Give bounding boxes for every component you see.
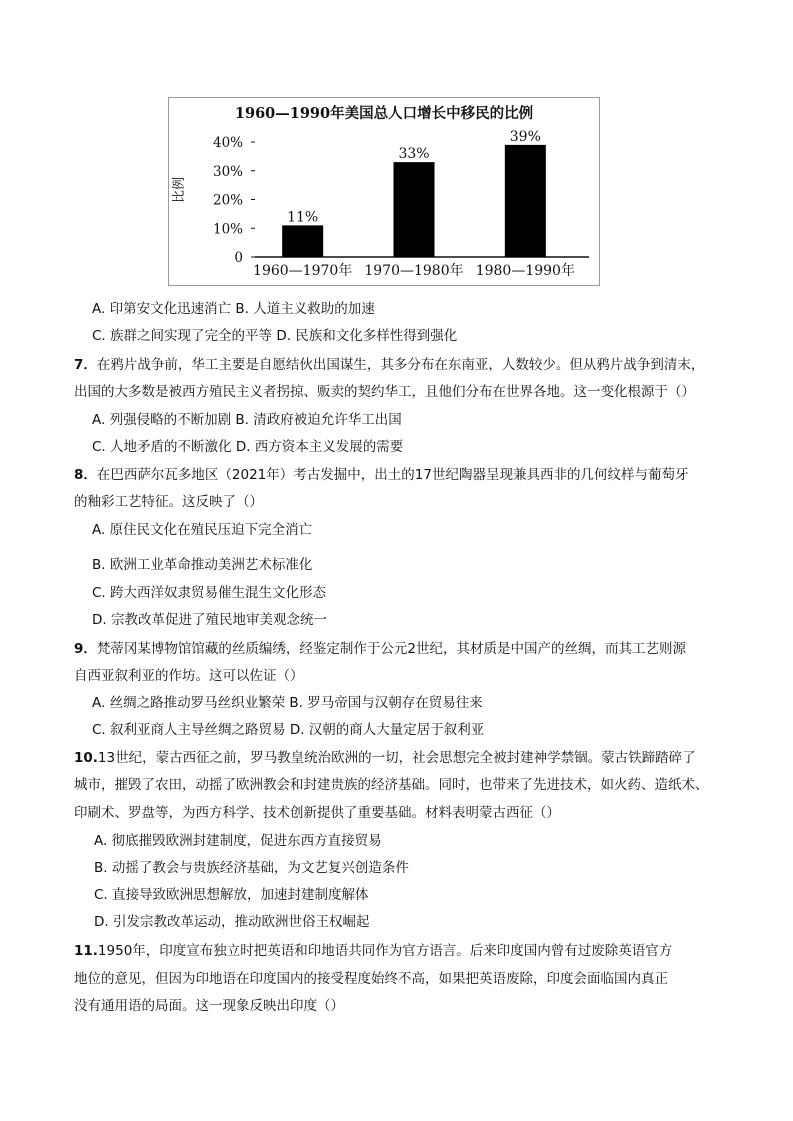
q7-text-1: 在鸦片战争前，华工主要是自愿结伙出国谋生，其多分布在东南亚，人数较少。但从鸦片战争到清末， (96, 357, 705, 373)
bar (394, 162, 435, 257)
q6-options-row-2 (92, 327, 457, 345)
q7-options-row-1 (92, 411, 402, 429)
chart-canvas (169, 98, 599, 285)
q10-option-a: A. 彻底摧毁欧洲封建制度，促进东西方直接贸易 (94, 833, 382, 849)
q7-number: 7． (74, 357, 97, 373)
q8-text-1: 在巴西萨尔瓦多地区（2021年）考古发掘中，出土的17世纪陶器呈现兼具西非的几何纹样与葡萄牙 (96, 467, 689, 483)
y-tick-label: 20% (212, 192, 243, 209)
q11-text-1: 1950年，印度宣布独立时把英语和印地语共同作为官方语言。后来印度国内曾有过废除英语官方 (97, 943, 673, 959)
q10-option-c: C. 直接导致欧洲思想解放，加速封建制度解体 (94, 887, 369, 903)
bar-value-label: 39% (509, 128, 541, 145)
q9-options-row-1 (92, 694, 483, 712)
q8-stem-line-2: 的釉彩工艺特征。这反映了（） (74, 494, 263, 510)
y-tick-label: 30% (212, 163, 243, 180)
x-category-label: 1980—1990年 (475, 263, 575, 279)
q10-text-1: 13世纪，蒙古西征之前，罗马教皇统治欧洲的一切，社会思想完全被封建神学禁锢。蒙古铁蹄踏碎了 (97, 750, 696, 766)
chart-title: 1960—1990年美国总人口增长中移民的比例 (234, 105, 534, 122)
q11-stem-line-1 (74, 942, 672, 960)
q9-options-row-2 (92, 721, 484, 739)
bar (282, 225, 323, 257)
x-category-label: 1960—1970年 (253, 263, 353, 279)
q6-option-a: A. 印第安文化迅速消亡 (92, 301, 232, 317)
y-tick-label: 40% (212, 135, 243, 151)
q7-option-d: D. 西方资本主义发展的需要 (235, 439, 404, 455)
q6-option-d: D. 民族和文化多样性得到强化 (276, 328, 458, 344)
x-category-label: 1970—1980年 (364, 263, 464, 279)
q8-stem-line-1 (74, 466, 688, 484)
q7-option-b: B. 清政府被迫允许华工出国 (235, 412, 402, 428)
y-tick-label: 0 (234, 250, 243, 266)
q9-text-1: 梵蒂冈某博物馆馆藏的丝质编绣，经鉴定制作于公元2世纪，其材质是中国产的丝绸，而其工艺则源 (96, 641, 686, 657)
q10-number: 10. (74, 750, 98, 766)
bar-value-label: 11% (287, 209, 319, 226)
q10-option-d: D. 引发宗教改革运动，推动欧洲世俗王权崛起 (94, 914, 370, 930)
q9-option-b: B. 罗马帝国与汉朝存在贸易往来 (289, 695, 483, 711)
q6-option-b: B. 人道主义救助的加速 (235, 301, 375, 317)
q9-option-a: A. 丝绸之路推动罗马丝织业繁荣 (92, 695, 286, 711)
q9-number: 9． (74, 641, 97, 657)
q9-stem-line-2: 自西亚叙利亚的作坊。这可以佐证（） (74, 668, 304, 684)
q6-options-row-1 (92, 300, 375, 318)
q8-option-d: D. 宗教改革促进了殖民地审美观念统一 (92, 612, 327, 628)
q8-option-a: A. 原住民文化在殖民压迫下完全消亡 (92, 522, 313, 538)
q8-option-b: B. 欧洲工业革命推动美洲艺术标准化 (92, 557, 313, 573)
q7-option-c: C. 人地矛盾的不断激化 (92, 439, 232, 455)
q9-stem-line-1 (74, 640, 686, 658)
q6-option-c: C. 族群之间实现了完全的平等 (92, 328, 273, 344)
q10-stem-line-3: 印刷术、罗盘等，为西方科学、技术创新提供了重要基础。材料表明蒙古西征（） (74, 805, 560, 821)
y-axis-label: 比例 (172, 176, 187, 204)
q7-option-a: A. 列强侵略的不断加剧 (92, 412, 232, 428)
y-tick-label: 10% (212, 221, 243, 238)
q11-number: 11. (74, 943, 98, 959)
bar-value-label: 33% (398, 146, 430, 163)
immigration-bar-chart (168, 97, 600, 286)
q8-option-c: C. 跨大西洋奴隶贸易催生混生文化形态 (92, 585, 327, 601)
q11-stem-line-2: 地位的意见，但因为印地语在印度国内的接受程度始终不高，如果把英语废除，印度会面临国内真正 (74, 971, 668, 987)
q10-stem-line-1 (74, 749, 696, 767)
q9-option-d: D. 汉朝的商人大量定居于叙利亚 (289, 722, 485, 738)
q7-options-row-2 (92, 438, 403, 456)
q10-stem-line-2: 城市，摧毁了农田，动摇了欧洲教会和封建贵族的经济基础。同时，也带来了先进技术，如火药、造纸术、 (74, 777, 709, 793)
q11-stem-line-3: 没有通用语的局面。这一现象反映出印度（） (74, 998, 344, 1014)
q8-number: 8． (74, 467, 97, 483)
q9-option-c: C. 叙利亚商人主导丝绸之路贸易 (92, 722, 286, 738)
q7-stem-line-1 (74, 356, 704, 374)
bar (505, 145, 546, 257)
q7-stem-line-2: 出国的大多数是被西方殖民主义者拐掠、贩卖的契约华工，且他们分布在世界各地。这一变化根源于（） (74, 384, 695, 400)
q10-option-b: B. 动摇了教会与贵族经济基础，为文艺复兴创造条件 (94, 860, 409, 876)
